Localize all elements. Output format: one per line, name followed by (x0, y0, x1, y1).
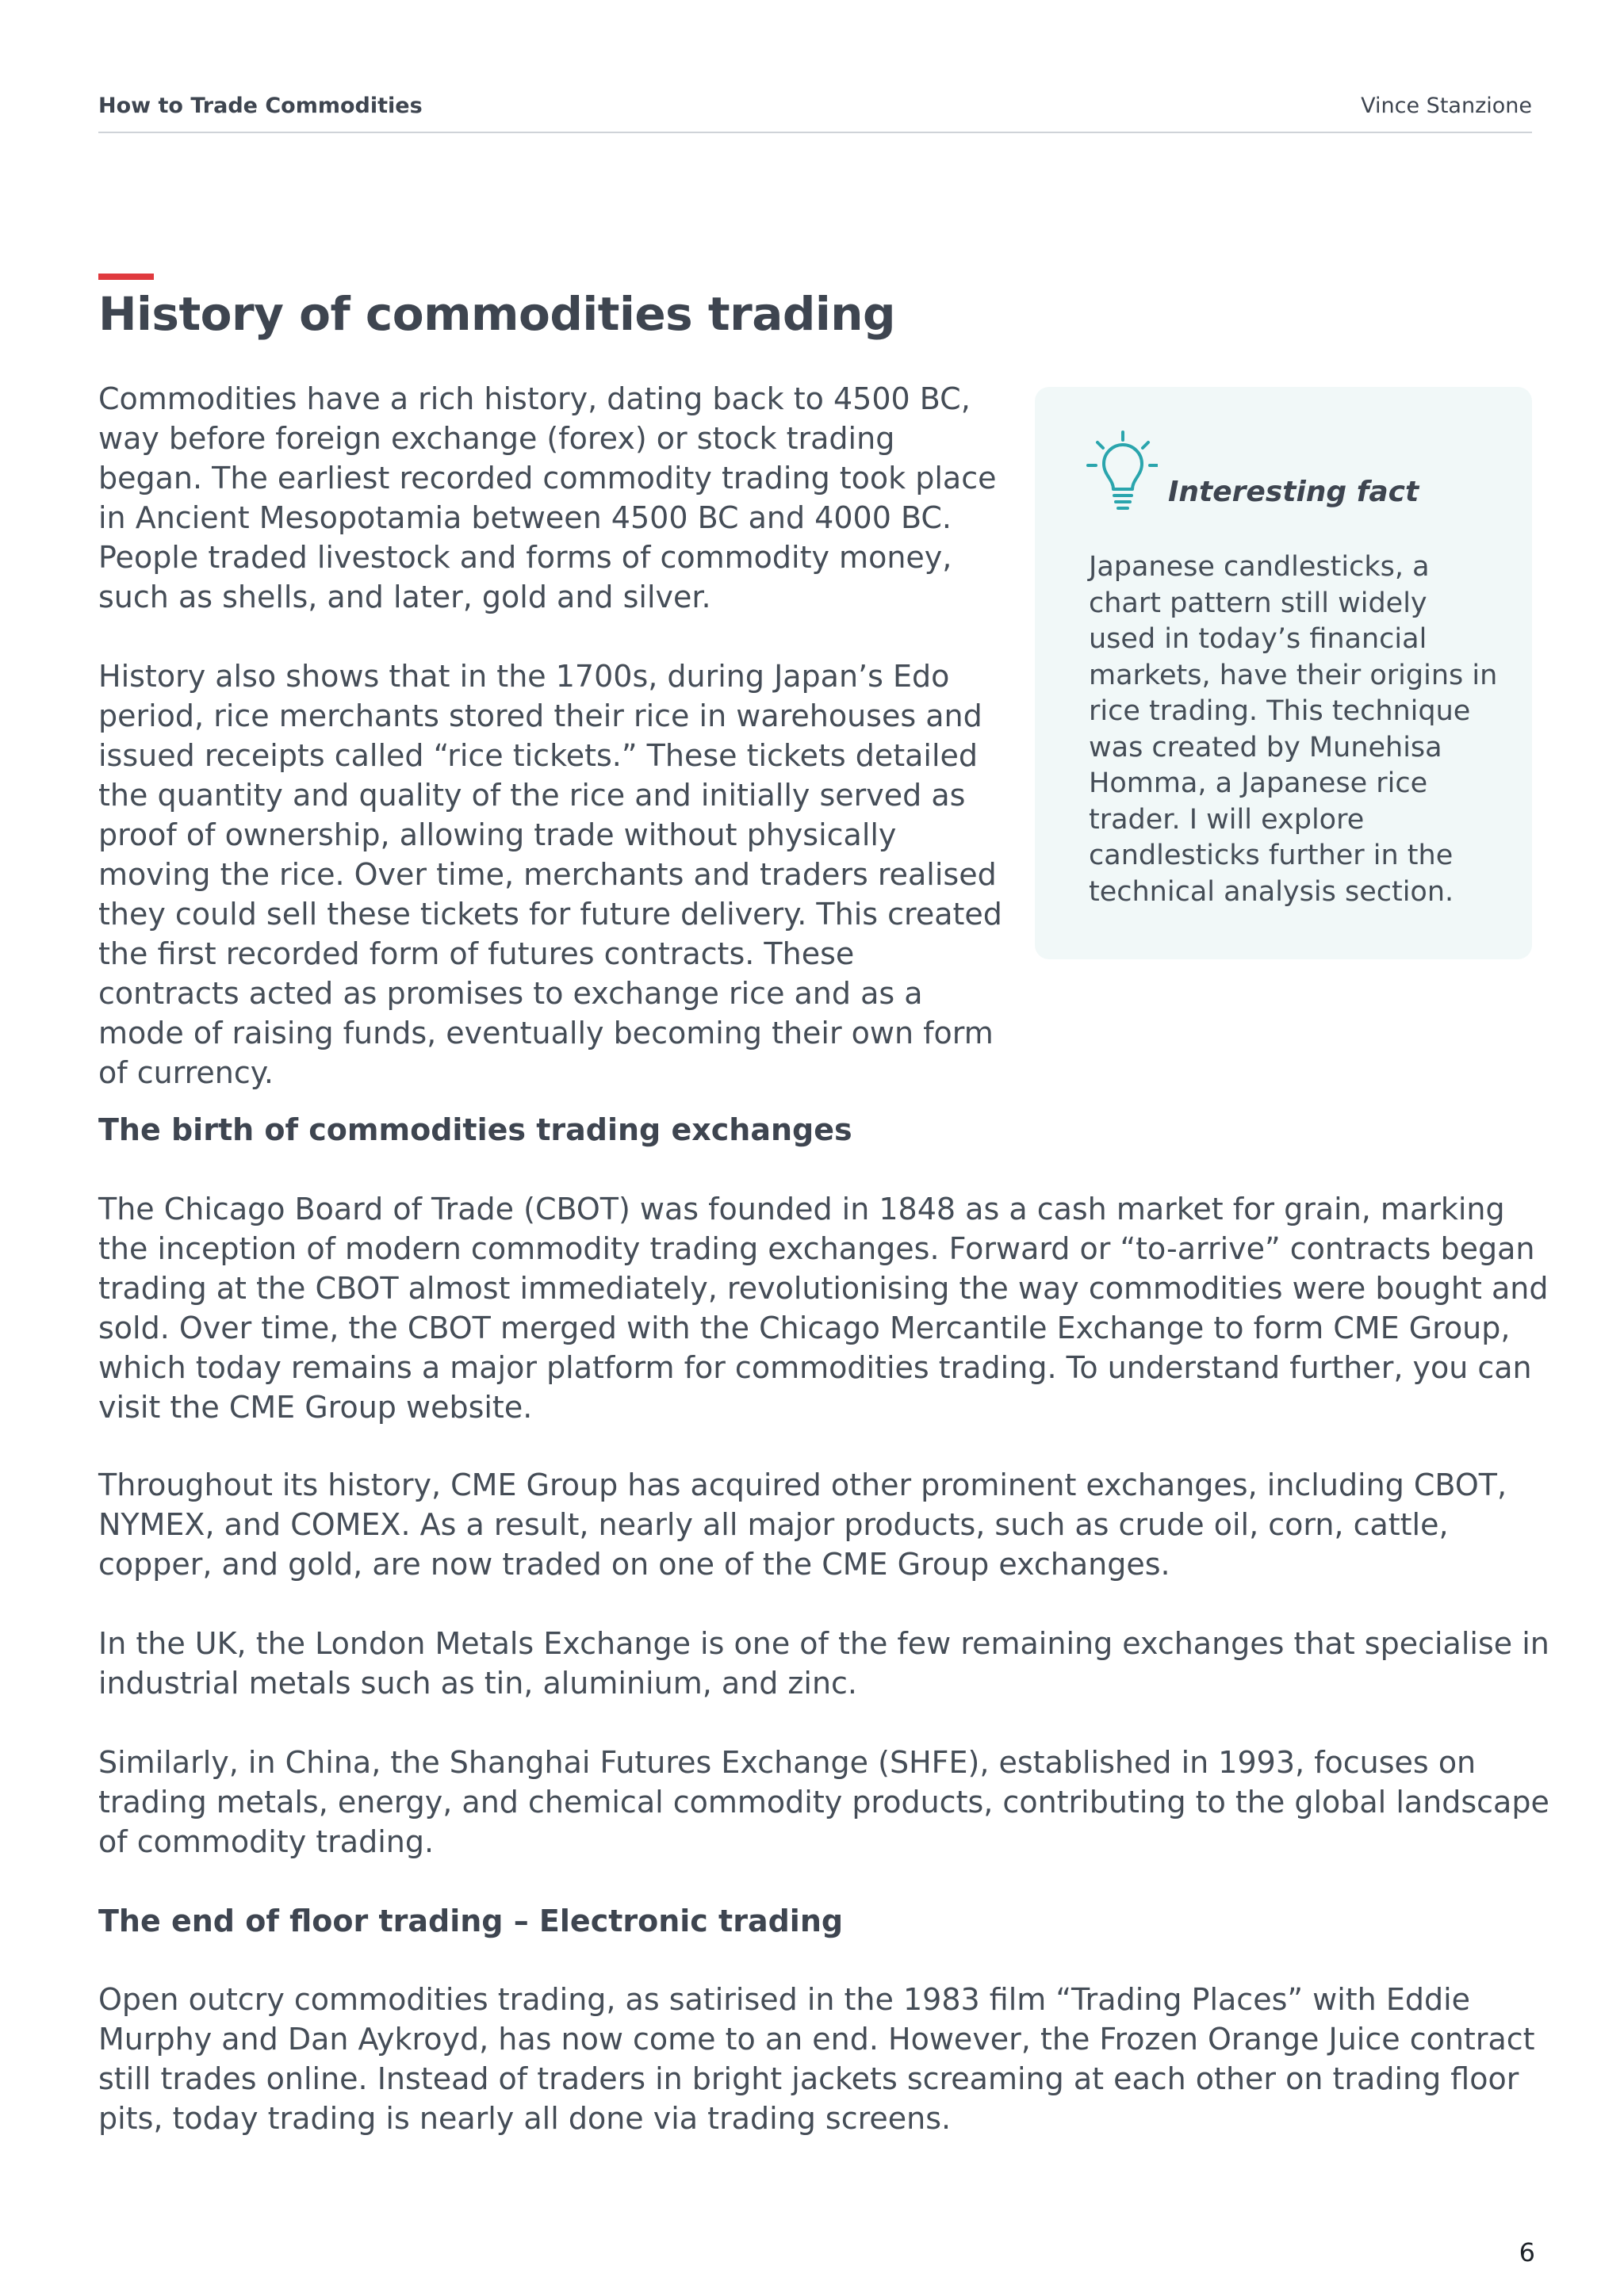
document-title: How to Trade Commodities (98, 94, 423, 118)
heading-accent-bar (98, 274, 154, 280)
callout-title: Interesting fact (1168, 476, 1419, 508)
section-heading-exchanges (98, 1110, 1532, 1150)
interesting-fact-callout (1035, 387, 1532, 959)
section-title: The end of floor trading – Electronic trading (98, 1904, 844, 1938)
page-header (98, 94, 1532, 133)
callout-text: Japanese candlesticks, a chart pattern still widely used in today’s financial markets, have their origins in rice trading. This technique was created by Munehisa Homma, a Japanese rice trader. I will explore candlesticks further in the technical analysis section. (1089, 551, 1498, 908)
exchanges-paragraph-3: In the UK, the London Metals Exchange is one of the few remaining exchanges that specialise in industrial metals such as tin, aluminium, and zinc. (98, 1626, 1549, 1701)
intro-column (98, 379, 1002, 1132)
lightbulb-icon (1086, 430, 1158, 518)
exchanges-paragraph-4: Similarly, in China, the Shanghai Futures Exchange (SHFE), established in 1993, focuses on trading metals, energy, and chemical commodity products, contributing to the global landscape of commodity trading. (98, 1745, 1549, 1859)
intro-paragraph-1: Commodities have a rich history, dating back to 4500 BC, way before foreign exchange (forex) or stock trading began. The earliest recorded commodity trading took place in Ancient Mesopotamia between 4500 BC and 4000 BC. People traded livestock and forms of commodity money, such as shells, and later, gold and silver. (98, 381, 997, 614)
section-heading-electronic (98, 1901, 1532, 1941)
exchanges-paragraph-1: The Chicago Board of Trade (CBOT) was founded in 1848 as a cash market for grain, marking the inception of modern commodity trading exchanges. Forward or “to-arrive” contracts began trading at the CBOT almost immediately, revolutionising the way commodities were bought and sold. Over time, the CBOT merged with the Chicago Mercantile Exchange to form CME Group, which today remains a major platform for commodities trading. To understand further, you can visit the CME Group website. (98, 1192, 1549, 1425)
electronic-paragraph-1: Open outcry commodities trading, as satirised in the 1983 film “Trading Places” with Eddie Murphy and Dan Aykroyd, has now come to an end. However, the Frozen Orange Juice contract still trades online. Instead of traders in bright jackets screaming at each other on trading floor pits, today trading is nearly all done via trading screens. (98, 1982, 1535, 2136)
author-name: Vince Stanzione (1361, 94, 1532, 118)
page-title: History of commodities trading (98, 287, 896, 341)
exchanges-paragraph-2: Throughout its history, CME Group has acquired other prominent exchanges, including CBOT, NYMEX, and COMEX. As a result, nearly all major products, such as crude oil, corn, cattle, copper, and gold, are now traded on one of the CME Group exchanges. (98, 1468, 1507, 1582)
section-title: The birth of commodities trading exchanges (98, 1112, 852, 1147)
intro-paragraph-2: History also shows that in the 1700s, during Japan’s Edo period, rice merchants stored their rice in warehouses and issued receipts called “rice tickets.” These tickets detailed the quantity and quality of the rice and initially served as proof of ownership, allowing trade without physically moving the rice. Over time, merchants and traders realised they could sell these tickets for future delivery. This created the first recorded form of futures contracts. These contracts acted as promises to exchange rice and as a mode of raising funds, eventually becoming their own form of currency. (98, 659, 1002, 1090)
page-number: 6 (1519, 2237, 1535, 2267)
